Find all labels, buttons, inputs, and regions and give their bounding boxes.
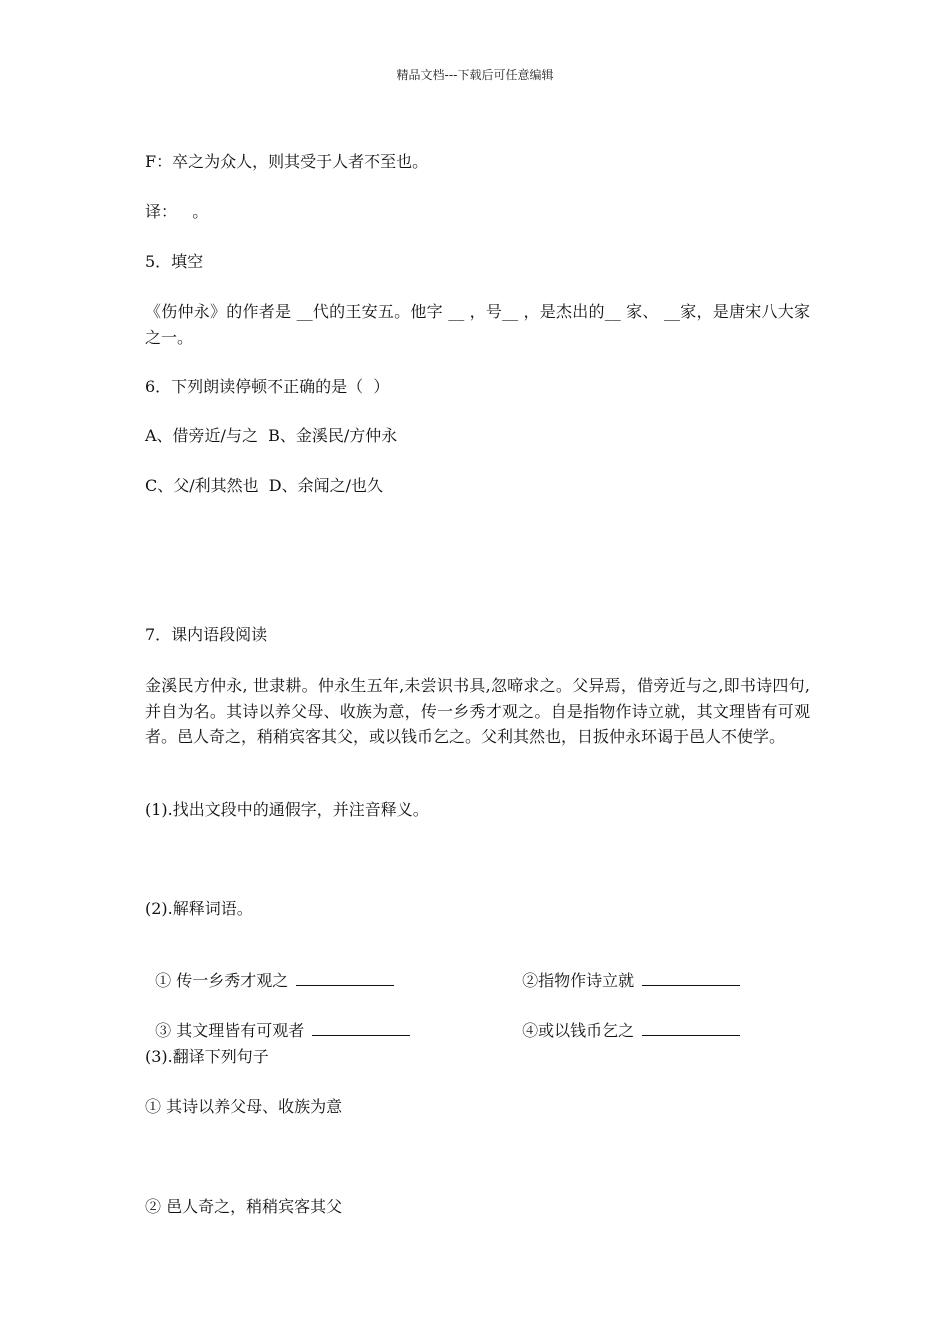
- word-item-3: [145, 997, 410, 1042]
- question-6-title: 6．下列朗读停顿不正确的是（ ）: [145, 377, 390, 396]
- word-item-2-text: ②指物作诗立就: [522, 971, 635, 990]
- word-item-4: [512, 997, 740, 1042]
- page-header: 精品文档---下载后可任意编辑: [396, 68, 554, 82]
- translation-prompt: 译： 。: [145, 202, 209, 221]
- question-6-options-ab: A、借旁近/与之 B、金溪民/方仲永: [145, 426, 398, 445]
- question-5-title: 5．填空: [145, 252, 204, 271]
- sub-question-3: (3).翻译下列句子: [145, 1047, 269, 1066]
- answer-blank-3[interactable]: [312, 1019, 410, 1036]
- question-5-text: 《伤仲永》的作者是 __代的王安五。他字 __ ，号__ ，是杰出的__ 家、 __家，是唐宋八大家之一。: [145, 302, 810, 347]
- word-item-1: [145, 947, 394, 992]
- answer-blank-4[interactable]: [642, 1019, 740, 1036]
- word-item-3-text: ③ 其文理皆有可观者: [155, 1021, 305, 1040]
- sentence-item-2: ② 邑人奇之，稍稍宾客其父: [145, 1197, 343, 1216]
- question-7-title: 7．课内语段阅读: [145, 625, 268, 644]
- word-item-2: [512, 947, 740, 992]
- answer-blank-1[interactable]: [296, 969, 394, 986]
- question-6-options-cd: C、父/利其然也 D、余闻之/也久: [145, 476, 384, 495]
- word-item-1-text: ① 传一乡秀才观之: [155, 971, 289, 990]
- sub-question-2: (2).解释词语。: [145, 899, 253, 918]
- sentence-item-1: ① 其诗以养父母、收族为意: [145, 1097, 343, 1116]
- sub-question-1: (1).找出文段中的通假字，并注音释义。: [145, 800, 429, 819]
- sentence-f: F：卒之为众人，则其受于人者不至也。: [145, 152, 429, 171]
- question-7-passage: 金溪民方仲永, 世隶耕。仲永生五年,未尝识书具,忽啼求之。父异焉，借旁近与之,即书诗四句, 并自为名。其诗以养父母、收族为意，传一乡秀才观之。自是指物作诗立就，其文理皆有可观者。邑人奇之，稍稍宾客其父，或以钱币乞之。父利其然也，日扳仲永环谒于邑人不使学。: [145, 676, 810, 746]
- word-item-4-text: ④或以钱币乞之: [522, 1021, 635, 1040]
- answer-blank-2[interactable]: [642, 969, 740, 986]
